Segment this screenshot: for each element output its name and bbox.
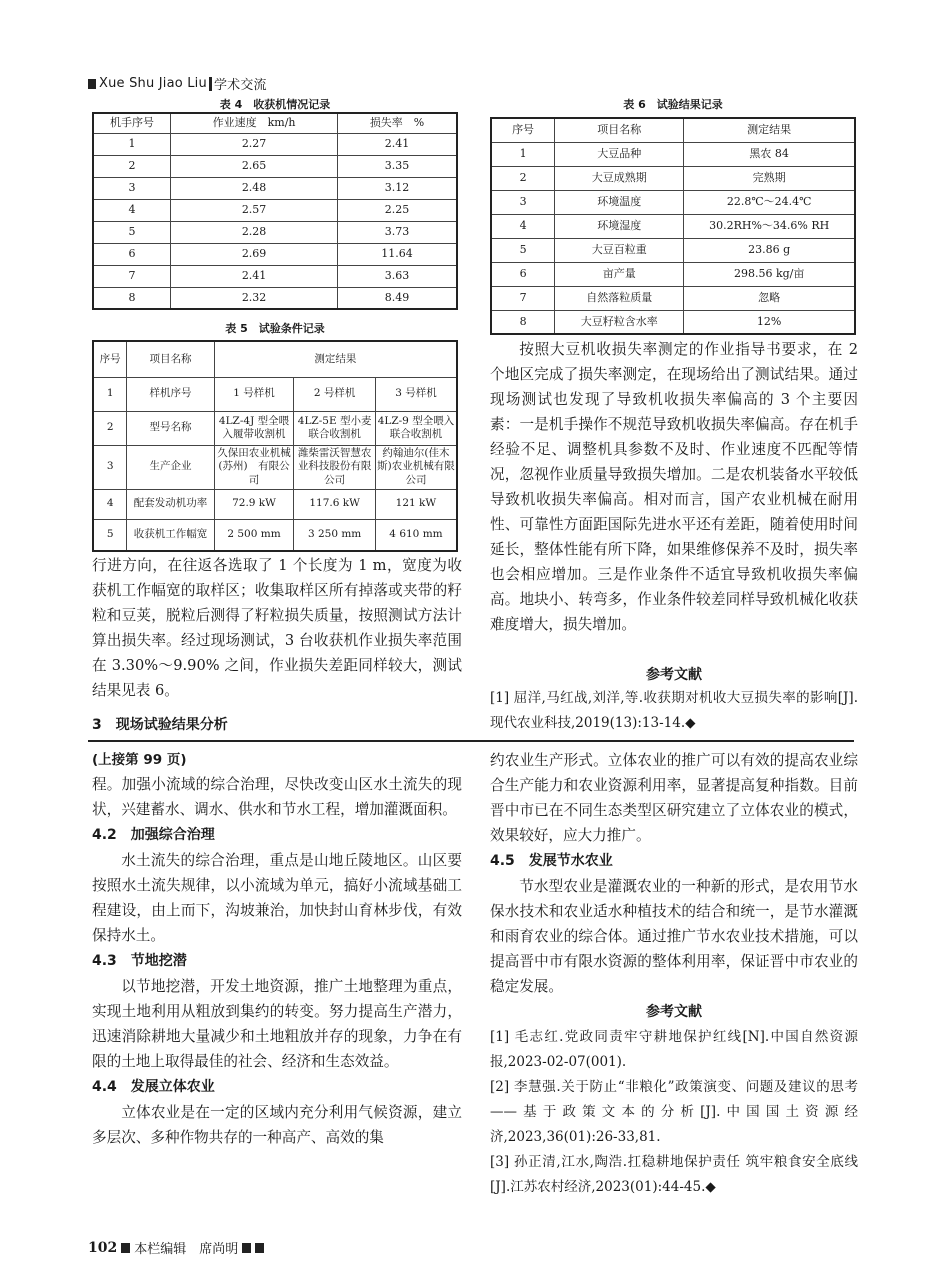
table-cell: 1 <box>491 142 555 166</box>
table-row <box>93 199 457 221</box>
table-cell: 1 <box>93 133 171 155</box>
table-cell: 8.49 <box>338 287 457 309</box>
table-cell: 2.57 <box>171 199 338 221</box>
table-cell: 5 <box>93 221 171 243</box>
table-cell: 3 250 mm <box>294 519 376 551</box>
footer-square-icon <box>121 1243 130 1253</box>
table-cell: 2.69 <box>171 243 338 265</box>
header-latin: Xue Shu Jiao Liu <box>99 76 207 91</box>
journal-header <box>88 74 267 93</box>
table-cell: 忽略 <box>684 286 855 310</box>
table4-caption: 表 4 收获机情况记录 <box>219 98 331 111</box>
paragraph: 行进方向，在往返各选取了 1 个长度为 1 m，宽度为收获机工作幅宽的取样区；收集取样区所有掉落或夹带的籽粒和豆荚，脱粒后测得了籽粒损失质量，按照测试方法计算出损失率。经过现场测试，3 台收获机作业损失率范围在 3.30%～9.90% 之间，作业损失差距同样较大，测试结果见表 6。 <box>92 557 462 699</box>
table-cell: 2.41 <box>338 133 457 155</box>
table-cell: 自然落粒质量 <box>555 286 684 310</box>
table-row <box>93 265 457 287</box>
table-cell: 4LZ-4J 型全喂入履带收割机 <box>214 411 294 445</box>
table5-caption: 表 5 试验条件记录 <box>225 322 325 335</box>
table4-header: 机手序号 <box>93 113 171 133</box>
continued-note: (上接第 99 页) <box>92 752 187 768</box>
table-cell: 6 <box>491 262 555 286</box>
table-row <box>93 287 457 309</box>
paragraph: 按照大豆机收损失率测定的作业指导书要求，在 2 个地区完成了损失率测定，在现场给出了测试结果。通过现场测试也发现了导致机收损失率偏高的 3 个主要因素：一是机手操作不规范导致机收损失率偏高。存在机手经验不足、调整机具参数不及时、作业速度不匹配等情况，忽视作业质量导致损失增加。二是农机装备水平较低导致机收损失率偏高。相对而言，国产农业机械在耐用性、可靠性方面距国际先进水平还有差距，随着使用时间延长，整体性能有所下降，如果维修保养不及时，损失率也会相应增加。三是作业条件不适宜导致机收损失率偏高。地块小、转弯多，作业条件较差同样导致机械化收获难度增大，损失增加。 <box>490 341 858 633</box>
table-cell: 5 <box>93 519 127 551</box>
section-4-5-heading: 4.5 发展节水农业 <box>490 853 613 869</box>
paragraph: 立体农业是在一定的区域内充分利用气候资源，建立多层次、多种作物共存的一种高产、高效的集 <box>92 1104 462 1146</box>
references-title: 参考文献 <box>646 667 702 683</box>
table-cell: 117.6 kW <box>294 489 376 519</box>
table-cell: 2 <box>93 155 171 177</box>
table-cell: 3.73 <box>338 221 457 243</box>
paragraph: 水土流失的综合治理，重点是山地丘陵地区。山区要按照水土流失规律，以小流域为单元，搞好小流域基础工程建设，由上而下，沟坡兼治，加快封山育林步伐，有效保持水土。 <box>92 852 462 944</box>
section-divider <box>88 740 854 742</box>
table-cell: 12% <box>684 310 855 334</box>
table-cell: 生产企业 <box>127 445 214 489</box>
table-cell: 4LZ-5E 型小麦联合收割机 <box>294 411 376 445</box>
table-cell: 121 kW <box>375 489 457 519</box>
table6-header: 测定结果 <box>684 118 855 142</box>
footer-square-icon <box>242 1243 251 1253</box>
table-row <box>491 214 855 238</box>
paragraph: 以节地挖潜，开发土地资源，推广土地整理为重点，实现土地利用从粗放到集约的转变。努力提高生产潜力，迅速消除耕地大量减少和土地粗放并存的现象，力争在有限的土地上取得最佳的社会、经济和生态效益。 <box>92 978 462 1070</box>
table-cell: 22.8℃～24.4℃ <box>684 190 855 214</box>
header-bar-icon <box>209 77 212 91</box>
section-4-2-heading: 4.2 加强综合治理 <box>92 827 215 843</box>
table-cell: 黑农 84 <box>684 142 855 166</box>
table-cell: 2.48 <box>171 177 338 199</box>
table4-header: 损失率 % <box>338 113 457 133</box>
table4 <box>92 112 458 310</box>
table-cell: 8 <box>491 310 555 334</box>
table-cell: 潍柴雷沃智慧农业科技股份有限公司 <box>294 445 376 489</box>
table-cell: 2.25 <box>338 199 457 221</box>
table-cell: 3 <box>491 190 555 214</box>
table-cell: 2.32 <box>171 287 338 309</box>
table-cell: 环境湿度 <box>555 214 684 238</box>
references-title: 参考文献 <box>646 1004 702 1020</box>
table-cell: 11.64 <box>338 243 457 265</box>
table6-header: 序号 <box>491 118 555 142</box>
table-cell: 7 <box>491 286 555 310</box>
table-cell: 3 <box>93 177 171 199</box>
footer-editor: 本栏编辑 席尚明 <box>134 1242 239 1257</box>
table-cell: 大豆成熟期 <box>555 166 684 190</box>
table-cell: 6 <box>93 243 171 265</box>
table-cell: 4 <box>491 214 555 238</box>
header-square-icon <box>88 79 96 89</box>
table-cell: 样机序号 <box>127 377 214 411</box>
table5 <box>92 340 458 552</box>
table-row <box>491 286 855 310</box>
table-cell: 2 号样机 <box>294 377 376 411</box>
table-cell: 4 610 mm <box>375 519 457 551</box>
table-row <box>491 310 855 334</box>
table-row <box>491 142 855 166</box>
table-row <box>93 243 457 265</box>
table-cell: 大豆籽粒含水率 <box>555 310 684 334</box>
section-4-3-heading: 4.3 节地挖潜 <box>92 953 187 969</box>
table4-header: 作业速度 km/h <box>171 113 338 133</box>
table-row <box>93 221 457 243</box>
table-row <box>491 262 855 286</box>
table-cell: 23.86 g <box>684 238 855 262</box>
table-cell: 亩产量 <box>555 262 684 286</box>
table-cell: 2 500 mm <box>214 519 294 551</box>
table-cell: 2.28 <box>171 221 338 243</box>
upper-left-text <box>92 553 462 703</box>
table-cell: 3 号样机 <box>375 377 457 411</box>
table-cell: 完熟期 <box>684 166 855 190</box>
table-row <box>93 519 457 551</box>
table-row <box>491 166 855 190</box>
paragraph: 节水型农业是灌溉农业的一种新的形式，是农用节水保水技术和农业适水种植技术的结合和统一，是节水灌溉和雨育农业的综合体。通过推广节水农业技术措施，可以提高晋中市有限水资源的整体利用率，保证晋中市农业的稳定发展。 <box>490 878 858 995</box>
reference-item: [3] 孙正清,江水,陶浩.扛稳耕地保护责任 筑牢粮食安全底线[J].江苏农村经济,2023(01):44-45.◆ <box>490 1154 858 1195</box>
table-cell: 4 <box>93 489 127 519</box>
table-cell: 2 <box>491 166 555 190</box>
table-cell: 2.41 <box>171 265 338 287</box>
lower-right-column <box>490 748 858 1200</box>
paragraph: 约农业生产形式。立体农业的推广可以有效的提高农业综合生产能力和农业资源利用率，显著提高复种指数。目前晋中市已在不同生态类型区研究建立了立体农业的模式，效果较好，应大力推广。 <box>490 752 858 844</box>
table-cell: 约翰迪尔(佳木斯)农业机械有限公司 <box>375 445 457 489</box>
table-cell: 5 <box>491 238 555 262</box>
table-cell: 1 号样机 <box>214 377 294 411</box>
table-row <box>93 155 457 177</box>
table-row <box>491 238 855 262</box>
section-4-4-heading: 4.4 发展立体农业 <box>92 1079 215 1095</box>
table-cell: 久保田农业机械(苏州) 有限公司 <box>214 445 294 489</box>
table-cell: 环境温度 <box>555 190 684 214</box>
footer-square-icon <box>255 1243 264 1253</box>
table-cell: 4LZ-9 型全喂入联合收割机 <box>375 411 457 445</box>
lower-left-column <box>92 748 462 1150</box>
page-footer <box>88 1238 264 1257</box>
table-cell: 7 <box>93 265 171 287</box>
table-cell: 4 <box>93 199 171 221</box>
table5-header: 项目名称 <box>127 341 214 377</box>
table6 <box>490 117 856 335</box>
table-row <box>93 377 457 411</box>
table-row <box>93 177 457 199</box>
page-number: 102 <box>88 1239 118 1256</box>
table-cell: 大豆品种 <box>555 142 684 166</box>
table-cell: 3.35 <box>338 155 457 177</box>
table-cell: 3.63 <box>338 265 457 287</box>
table-row <box>93 445 457 489</box>
table6-caption: 表 6 试验结果记录 <box>623 98 723 111</box>
table-cell: 1 <box>93 377 127 411</box>
table-cell: 型号名称 <box>127 411 214 445</box>
table-cell: 2.27 <box>171 133 338 155</box>
reference-item: [1] 屈洋,马红战,刘洋,等.收获期对机收大豆损失率的影响[J].现代农业科技,2019(13):13-14.◆ <box>490 690 858 731</box>
table5-header: 序号 <box>93 341 127 377</box>
table-cell: 收获机工作幅宽 <box>127 519 214 551</box>
table-row <box>491 190 855 214</box>
table-cell: 配套发动机功率 <box>127 489 214 519</box>
table-cell: 大豆百粒重 <box>555 238 684 262</box>
table-cell: 2 <box>93 411 127 445</box>
table6-header: 项目名称 <box>555 118 684 142</box>
upper-right-text <box>490 337 858 637</box>
table-cell: 3 <box>93 445 127 489</box>
header-chinese: 学术交流 <box>213 78 267 93</box>
section-3-heading: 3 现场试验结果分析 <box>92 717 228 733</box>
table-cell: 2.65 <box>171 155 338 177</box>
table-cell: 72.9 kW <box>214 489 294 519</box>
reference-item: [2] 李慧强.关于防止“非粮化”政策演变、问题及建议的思考——基于政策文本的分析[J].中国国土资源经济,2023,36(01):26-33,81. <box>490 1079 858 1145</box>
reference-item: [1] 毛志红.党政同责牢守耕地保护红线[N].中国自然资源报,2023-02-07(001). <box>490 1029 858 1070</box>
table-cell: 298.56 kg/亩 <box>684 262 855 286</box>
table-cell: 30.2RH%～34.6% RH <box>684 214 855 238</box>
table-row <box>93 489 457 519</box>
table-cell: 8 <box>93 287 171 309</box>
table-cell: 3.12 <box>338 177 457 199</box>
table-row <box>93 133 457 155</box>
table5-header: 测定结果 <box>214 341 457 377</box>
table-row <box>93 411 457 445</box>
paragraph: 程。加强小流域的综合治理，尽快改变山区水土流失的现状，兴建蓄水、调水、供水和节水工程，增加灌溉面积。 <box>92 776 462 818</box>
